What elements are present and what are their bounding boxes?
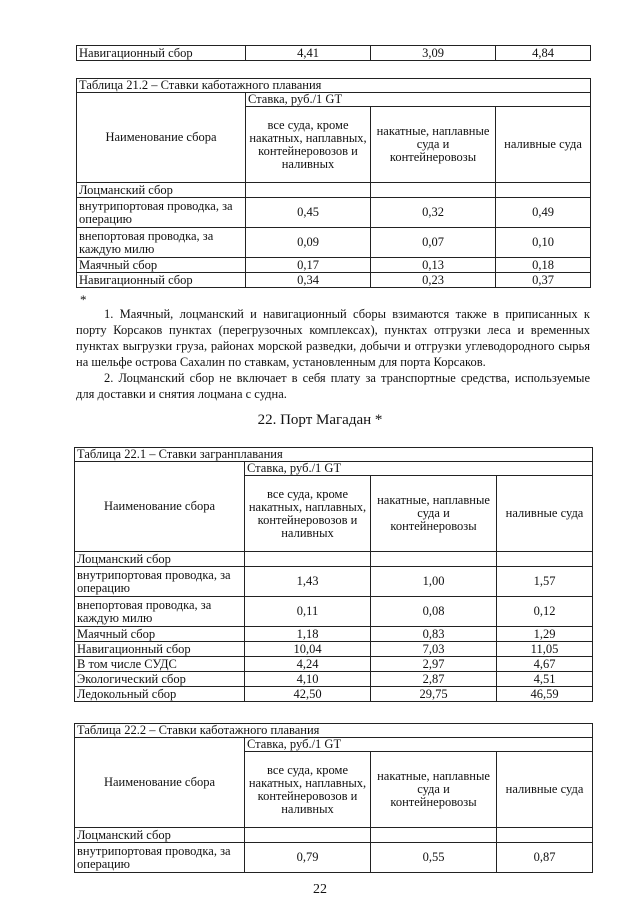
- row-value: [371, 828, 497, 843]
- table-row: [75, 687, 593, 702]
- row-name: Навигационный сбор: [75, 642, 245, 657]
- row-value: 0,13: [371, 258, 496, 273]
- row-value: 0,10: [496, 228, 591, 258]
- row-value: [497, 552, 593, 567]
- row-name: внепортовая проводка, за каждую милю: [75, 597, 245, 627]
- row-value: 42,50: [245, 687, 371, 702]
- row-value: [246, 183, 371, 198]
- table-row: [75, 642, 593, 657]
- name-column-header: Наименование сбора: [77, 93, 246, 183]
- row-value: 0,07: [371, 228, 496, 258]
- row-value: 46,59: [497, 687, 593, 702]
- table-row: [77, 228, 591, 258]
- table-row: [75, 552, 593, 567]
- row-value: 29,75: [371, 687, 497, 702]
- row-name: Маячный сбор: [77, 258, 246, 273]
- table-row: [77, 183, 591, 198]
- row-value: 4,51: [497, 672, 593, 687]
- row-value: 0,87: [497, 843, 593, 873]
- row-name: внутрипортовая проводка, за операцию: [75, 843, 245, 873]
- row-name: внутрипортовая проводка, за операцию: [77, 198, 246, 228]
- row-value: 4,41: [246, 46, 371, 61]
- row-value: 0,37: [496, 273, 591, 288]
- name-column-header: Наименование сбора: [75, 738, 245, 828]
- table-21-2: [76, 78, 591, 288]
- table-caption: Таблица 22.1 – Ставки загранплавания: [75, 448, 593, 462]
- note-paragraph: 2. Лоцманский сбор не включает в себя плату за транспортные средства, используемые для доставки и снятия лоцмана с судна.: [76, 371, 590, 401]
- row-value: 0,23: [371, 273, 496, 288]
- section-title: 22. Порт Магадан *: [257, 412, 383, 428]
- table-row: [75, 843, 593, 873]
- table-row: [75, 657, 593, 672]
- top-continuation-table: [76, 45, 591, 61]
- column-header-roro-container: накатные, наплавные суда и контейнеровозы: [371, 476, 497, 552]
- table-caption: Таблица 21.2 – Ставки каботажного плавания: [77, 79, 591, 93]
- table-row: [75, 672, 593, 687]
- row-name: внепортовая проводка, за каждую милю: [77, 228, 246, 258]
- table-22-2: [74, 723, 593, 873]
- row-value: 0,45: [246, 198, 371, 228]
- column-header-roro-container: накатные, наплавные суда и контейнеровозы: [371, 752, 497, 828]
- row-value: 0,12: [497, 597, 593, 627]
- row-name: Ледокольный сбор: [75, 687, 245, 702]
- row-value: 0,09: [246, 228, 371, 258]
- row-value: 4,10: [245, 672, 371, 687]
- table-row: [75, 627, 593, 642]
- table-22-1: [74, 447, 593, 702]
- row-value: 7,03: [371, 642, 497, 657]
- page-number: 22: [313, 882, 327, 897]
- row-name: Маячный сбор: [75, 627, 245, 642]
- rate-header: Ставка, руб./1 GT: [245, 738, 593, 752]
- table-caption: Таблица 22.2 – Ставки каботажного плавания: [75, 724, 593, 738]
- table-row: [77, 258, 591, 273]
- row-value: 0,83: [371, 627, 497, 642]
- row-value: 1,43: [245, 567, 371, 597]
- row-name: Навигационный сбор: [77, 46, 246, 61]
- row-value: 10,04: [245, 642, 371, 657]
- rate-header: Ставка, руб./1 GT: [245, 462, 593, 476]
- column-header-all-vessels: все суда, кроме накатных, наплавных, контейнеровозов и наливных: [245, 476, 371, 552]
- row-name: Навигационный сбор: [77, 273, 246, 288]
- row-value: 0,11: [245, 597, 371, 627]
- note-paragraph: 1. Маячный, лоцманский и навигационный сборы взимаются также в приписанных к порту Корсаков пунктах (перегрузочных комплексах), пунктах отгрузки леса и временных пунктах выгрузки груза, районах морской разведки, добычи и отгрузки углеводородного сырья на шельфе острова Сахалин по ставкам, установленным для порта Корсаков.: [76, 307, 590, 369]
- row-value: 2,97: [371, 657, 497, 672]
- table-row: [77, 198, 591, 228]
- row-value: 0,17: [246, 258, 371, 273]
- table-row: [75, 597, 593, 627]
- row-value: 0,49: [496, 198, 591, 228]
- footnote-marker: *: [80, 292, 87, 307]
- table-row: [75, 828, 593, 843]
- row-value: 0,18: [496, 258, 591, 273]
- column-header-all-vessels: все суда, кроме накатных, наплавных, контейнеровозов и наливных: [246, 107, 371, 183]
- name-column-header: Наименование сбора: [75, 462, 245, 552]
- row-value: [245, 828, 371, 843]
- row-value: [371, 552, 497, 567]
- row-value: 11,05: [497, 642, 593, 657]
- row-value: 1,57: [497, 567, 593, 597]
- column-header-all-vessels: все суда, кроме накатных, наплавных, контейнеровозов и наливных: [245, 752, 371, 828]
- row-value: [497, 828, 593, 843]
- row-name: Экологический сбор: [75, 672, 245, 687]
- table-row: [77, 273, 591, 288]
- column-header-tankers: наливные суда: [497, 476, 593, 552]
- row-value: 1,29: [497, 627, 593, 642]
- column-header-tankers: наливные суда: [496, 107, 591, 183]
- row-value: 2,87: [371, 672, 497, 687]
- row-name: Лоцманский сбор: [77, 183, 246, 198]
- table-row: [77, 46, 591, 61]
- row-value: 4,84: [496, 46, 591, 61]
- row-name: внутрипортовая проводка, за операцию: [75, 567, 245, 597]
- row-name: В том числе СУДС: [75, 657, 245, 672]
- row-value: [371, 183, 496, 198]
- row-value: 0,32: [371, 198, 496, 228]
- row-value: [245, 552, 371, 567]
- rate-header: Ставка, руб./1 GT: [246, 93, 591, 107]
- table-row: [75, 567, 593, 597]
- row-value: 1,00: [371, 567, 497, 597]
- row-name: Лоцманский сбор: [75, 552, 245, 567]
- row-name: Лоцманский сбор: [75, 828, 245, 843]
- column-header-tankers: наливные суда: [497, 752, 593, 828]
- row-value: 4,67: [497, 657, 593, 672]
- row-value: 4,24: [245, 657, 371, 672]
- row-value: 3,09: [371, 46, 496, 61]
- row-value: [496, 183, 591, 198]
- row-value: 0,55: [371, 843, 497, 873]
- column-header-roro-container: накатные, наплавные суда и контейнеровозы: [371, 107, 496, 183]
- row-value: 0,79: [245, 843, 371, 873]
- row-value: 0,34: [246, 273, 371, 288]
- row-value: 0,08: [371, 597, 497, 627]
- row-value: 1,18: [245, 627, 371, 642]
